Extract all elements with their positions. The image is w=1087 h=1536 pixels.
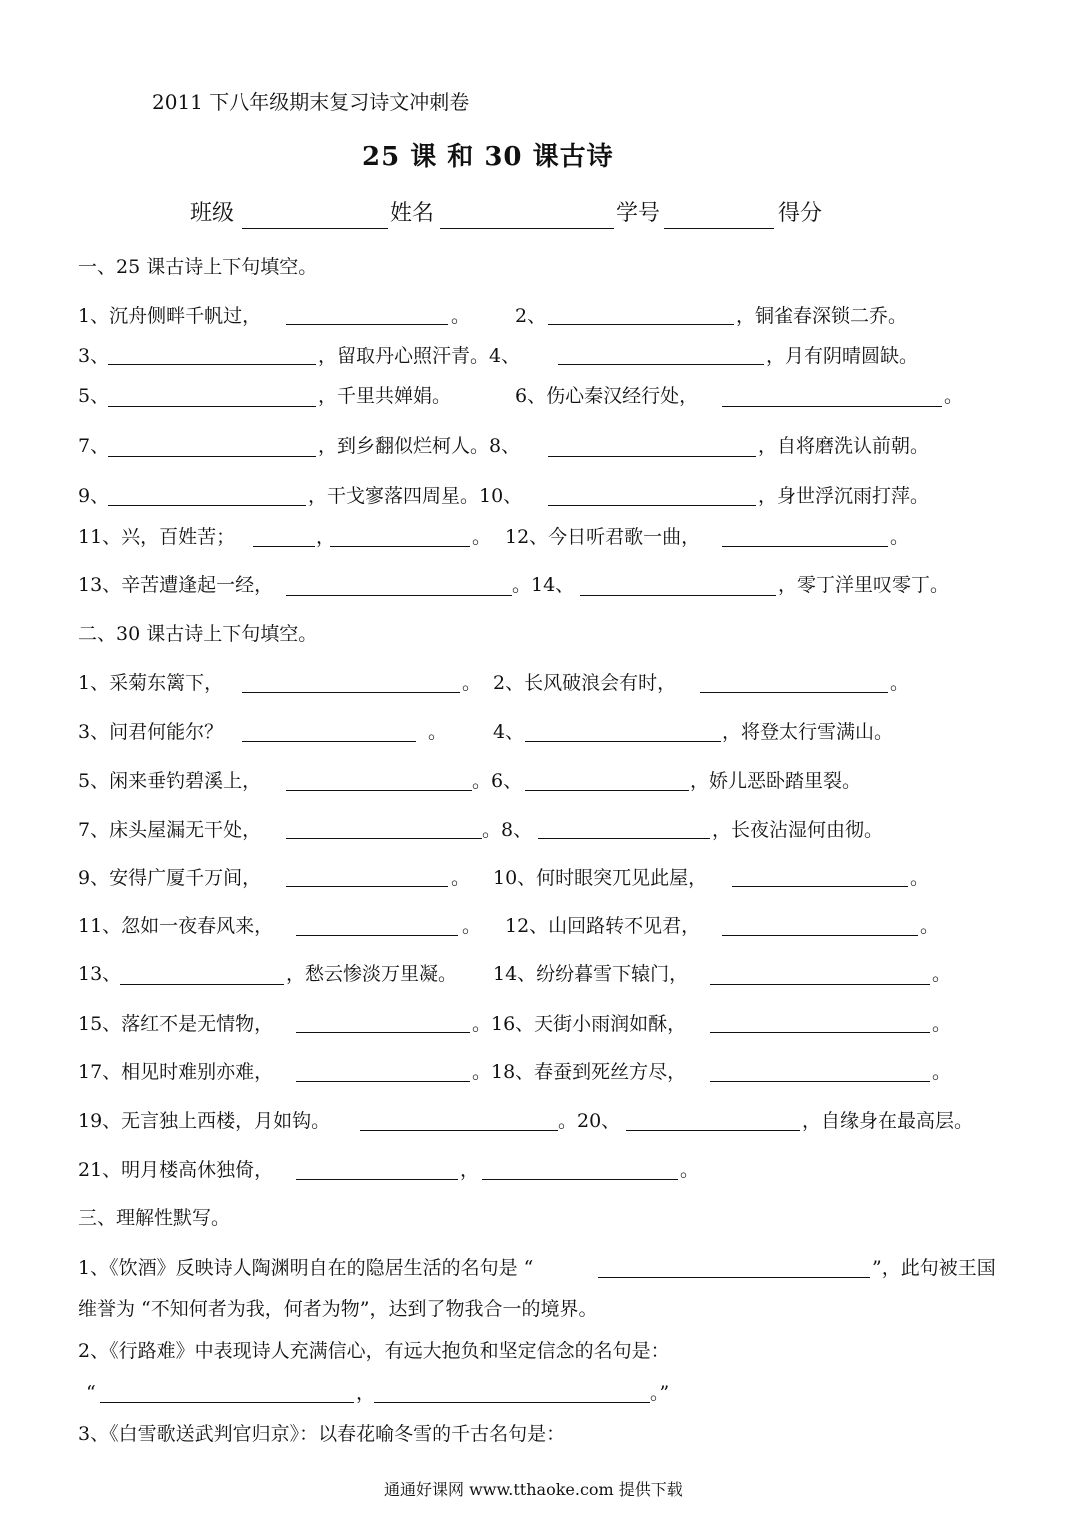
s1-q1-prompt: 1、沉舟侧畔千帆过， (78, 305, 262, 327)
class-label: 班级 (190, 201, 235, 226)
answer-blank[interactable] (548, 324, 734, 325)
s1-q10-text: ，身世浮沉雨打萍。 (758, 485, 930, 507)
s1-q12-prompt: 12、今日听君歌一曲， (505, 526, 701, 548)
answer-blank[interactable] (108, 406, 316, 407)
answer-blank[interactable] (548, 456, 756, 457)
s1-q12-end: 。 (890, 526, 910, 548)
answer-blank[interactable] (242, 741, 416, 742)
s2-q4-number: 4、 (493, 721, 525, 743)
s2-q19-end: 。20、 (558, 1110, 621, 1132)
s1-q9-text: ，干戈寥落四周星。10、 (308, 485, 523, 507)
s2-q1-prompt: 1、采菊东篱下， (78, 672, 224, 694)
s2-q4-text: ，将登太行雪满山。 (722, 721, 894, 743)
s2-q2-end: 。 (890, 672, 910, 694)
answer-blank[interactable] (296, 1032, 470, 1033)
answer-blank[interactable] (525, 741, 721, 742)
s1-q11-comma: ， (316, 526, 336, 548)
exam-main-title: 25 课 和 30 课古诗 (362, 142, 614, 172)
s3-q3-text: 3、《白雪歌送武判官归京》：以春花喻冬雪的千古名句是： (78, 1423, 566, 1445)
answer-blank[interactable] (732, 886, 908, 887)
answer-blank[interactable] (296, 1179, 458, 1180)
answer-blank[interactable] (296, 935, 458, 936)
s2-q8-text: ，长夜沾湿何由彻。 (712, 819, 884, 841)
s3-q2-comma: ， (356, 1382, 376, 1404)
s2-q19-prompt: 19、无言独上西楼，月如钩。 (78, 1110, 331, 1132)
s1-q7-number: 7、 (78, 435, 110, 457)
s1-q9-number: 9、 (78, 485, 110, 507)
s2-q17-prompt: 17、相见时难别亦难， (78, 1061, 274, 1083)
s2-q18-end: 。 (932, 1061, 952, 1083)
id-blank[interactable] (664, 228, 774, 229)
s2-q10-prompt: 10、何时眼突兀见此屋， (493, 867, 708, 889)
answer-blank[interactable] (108, 364, 316, 365)
s1-q5-number: 5、 (78, 385, 110, 407)
s2-q11-end: 。 (462, 915, 482, 937)
s1-q3-number: 3、 (78, 345, 110, 367)
s1-q11-end: 。 (472, 526, 492, 548)
s2-q16-end: 。 (932, 1013, 952, 1035)
name-label: 姓名 (390, 201, 435, 226)
section1-heading: 一、25 课古诗上下句填空。 (78, 256, 318, 278)
s1-q14-text: ，零丁洋里叹零丁。 (778, 574, 950, 596)
s1-q5-text: ，千里共婵娟。 (318, 385, 452, 407)
answer-blank[interactable] (286, 838, 482, 839)
s2-q6-text: ，娇儿恶卧踏里裂。 (690, 770, 862, 792)
answer-blank[interactable] (710, 1081, 930, 1082)
s2-q15-16-text: 。16、天街小雨润如酥， (472, 1013, 687, 1035)
s2-q1-end: 。 (462, 672, 482, 694)
s1-q1-end: 。 (451, 305, 471, 327)
s3-q1-text-end: ”，此句被王国 (872, 1257, 996, 1279)
s1-q11-prompt: 11、兴，百姓苦； (78, 526, 236, 548)
answer-blank[interactable] (100, 1402, 354, 1403)
answer-blank[interactable] (360, 1130, 558, 1131)
answer-blank[interactable] (548, 505, 756, 506)
answer-blank[interactable] (286, 595, 512, 596)
s2-q3-end: 。 (428, 721, 448, 743)
s1-q2-number: 2、 (515, 305, 547, 327)
answer-blank[interactable] (296, 1081, 470, 1082)
answer-blank[interactable] (525, 790, 689, 791)
s1-q7-text: ，到乡翻似烂柯人。8、 (318, 435, 521, 457)
s2-q21-end: 。 (680, 1159, 700, 1181)
s2-q20-text: ，自缘身在最高层。 (802, 1110, 974, 1132)
score-label: 得分 (778, 201, 823, 226)
answer-blank[interactable] (722, 935, 918, 936)
s3-q1-text-line2: 维誉为 “不知何者为我，何者为物”，达到了物我合一的境界。 (78, 1298, 598, 1320)
answer-blank[interactable] (722, 546, 888, 547)
s2-q7-end: 。8、 (482, 819, 533, 841)
answer-blank[interactable] (538, 838, 710, 839)
s1-q8-text: ，自将磨洗认前朝。 (758, 435, 930, 457)
s2-q21-prompt: 21、明月楼高休独倚， (78, 1159, 274, 1181)
s1-q13-prompt: 13、辛苦遭逢起一经， (78, 574, 274, 596)
answer-blank[interactable] (286, 790, 472, 791)
s2-q9-prompt: 9、安得广厦千万间， (78, 867, 262, 889)
exam-top-title: 2011 下八年级期末复习诗文冲刺卷 (152, 90, 470, 114)
s2-q17-18-text: 。18、春蚕到死丝方尽， (472, 1061, 687, 1083)
s2-q13-text: ，愁云惨淡万里凝。 (286, 963, 458, 985)
answer-blank[interactable] (286, 886, 448, 887)
s2-q13-number: 13、 (78, 963, 122, 985)
answer-blank[interactable] (374, 1402, 650, 1403)
s2-q5-end: 。6、 (472, 770, 523, 792)
answer-blank[interactable] (286, 324, 448, 325)
s2-q5-prompt: 5、闲来垂钓碧溪上， (78, 770, 262, 792)
s1-q2-text: ，铜雀春深锁二乔。 (736, 305, 908, 327)
s2-q2-prompt: 2、长风破浪会有时， (493, 672, 677, 694)
s2-q21-comma: ， (460, 1159, 480, 1181)
s2-q9-end: 。 (451, 867, 471, 889)
s3-q1-text: 1、《饮酒》反映诗人陶渊明自在的隐居生活的名句是 “ (78, 1257, 534, 1279)
name-blank[interactable] (440, 228, 614, 229)
class-blank[interactable] (242, 228, 388, 229)
answer-blank[interactable] (710, 1032, 930, 1033)
s2-q12-end: 。 (920, 915, 940, 937)
s2-q10-end: 。 (910, 867, 930, 889)
s1-q6-prompt: 6、伤心秦汉经行处， (515, 385, 699, 407)
s2-q11-prompt: 11、忽如一夜春风来， (78, 915, 274, 937)
s2-q14-end: 。 (932, 963, 952, 985)
answer-blank[interactable] (482, 1179, 678, 1180)
page-footer: 通通好课网 www.tthaoke.com 提供下载 (384, 1480, 683, 1499)
answer-blank[interactable] (580, 595, 776, 596)
answer-blank[interactable] (558, 364, 764, 365)
s2-q14-prompt: 14、纷纷暮雪下辕门， (493, 963, 689, 985)
answer-blank[interactable] (330, 546, 470, 547)
s1-q6-end: 。 (944, 385, 964, 407)
s1-q13-end: 。14、 (512, 574, 575, 596)
answer-blank[interactable] (253, 546, 315, 547)
s2-q12-prompt: 12、山回路转不见君， (505, 915, 701, 937)
answer-blank[interactable] (108, 456, 316, 457)
section2-heading: 二、30 课古诗上下句填空。 (78, 623, 318, 645)
answer-blank[interactable] (120, 984, 284, 985)
s2-q15-prompt: 15、落红不是无情物， (78, 1013, 274, 1035)
s2-q7-prompt: 7、床头屋漏无干处， (78, 819, 262, 841)
section3-heading: 三、理解性默写。 (78, 1207, 231, 1229)
answer-blank[interactable] (700, 692, 888, 693)
answer-blank[interactable] (626, 1130, 800, 1131)
s2-q3-prompt: 3、问君何能尔？ (78, 721, 224, 743)
s1-q4-text: ，月有阴晴圆缺。 (766, 345, 919, 367)
answer-blank[interactable] (108, 505, 306, 506)
s3-q2-end: 。” (650, 1382, 670, 1404)
id-label: 学号 (616, 201, 661, 226)
answer-blank[interactable] (722, 406, 942, 407)
answer-blank[interactable] (598, 1277, 870, 1278)
answer-blank[interactable] (710, 984, 930, 985)
answer-blank[interactable] (242, 692, 460, 693)
s1-q3-text: ，留取丹心照汗青。4、 (318, 345, 521, 367)
s3-q2-text: 2、《行路难》中表现诗人充满信心，有远大抱负和坚定信念的名句是： (78, 1340, 670, 1362)
s3-q2-open-quote: “ (86, 1382, 96, 1404)
